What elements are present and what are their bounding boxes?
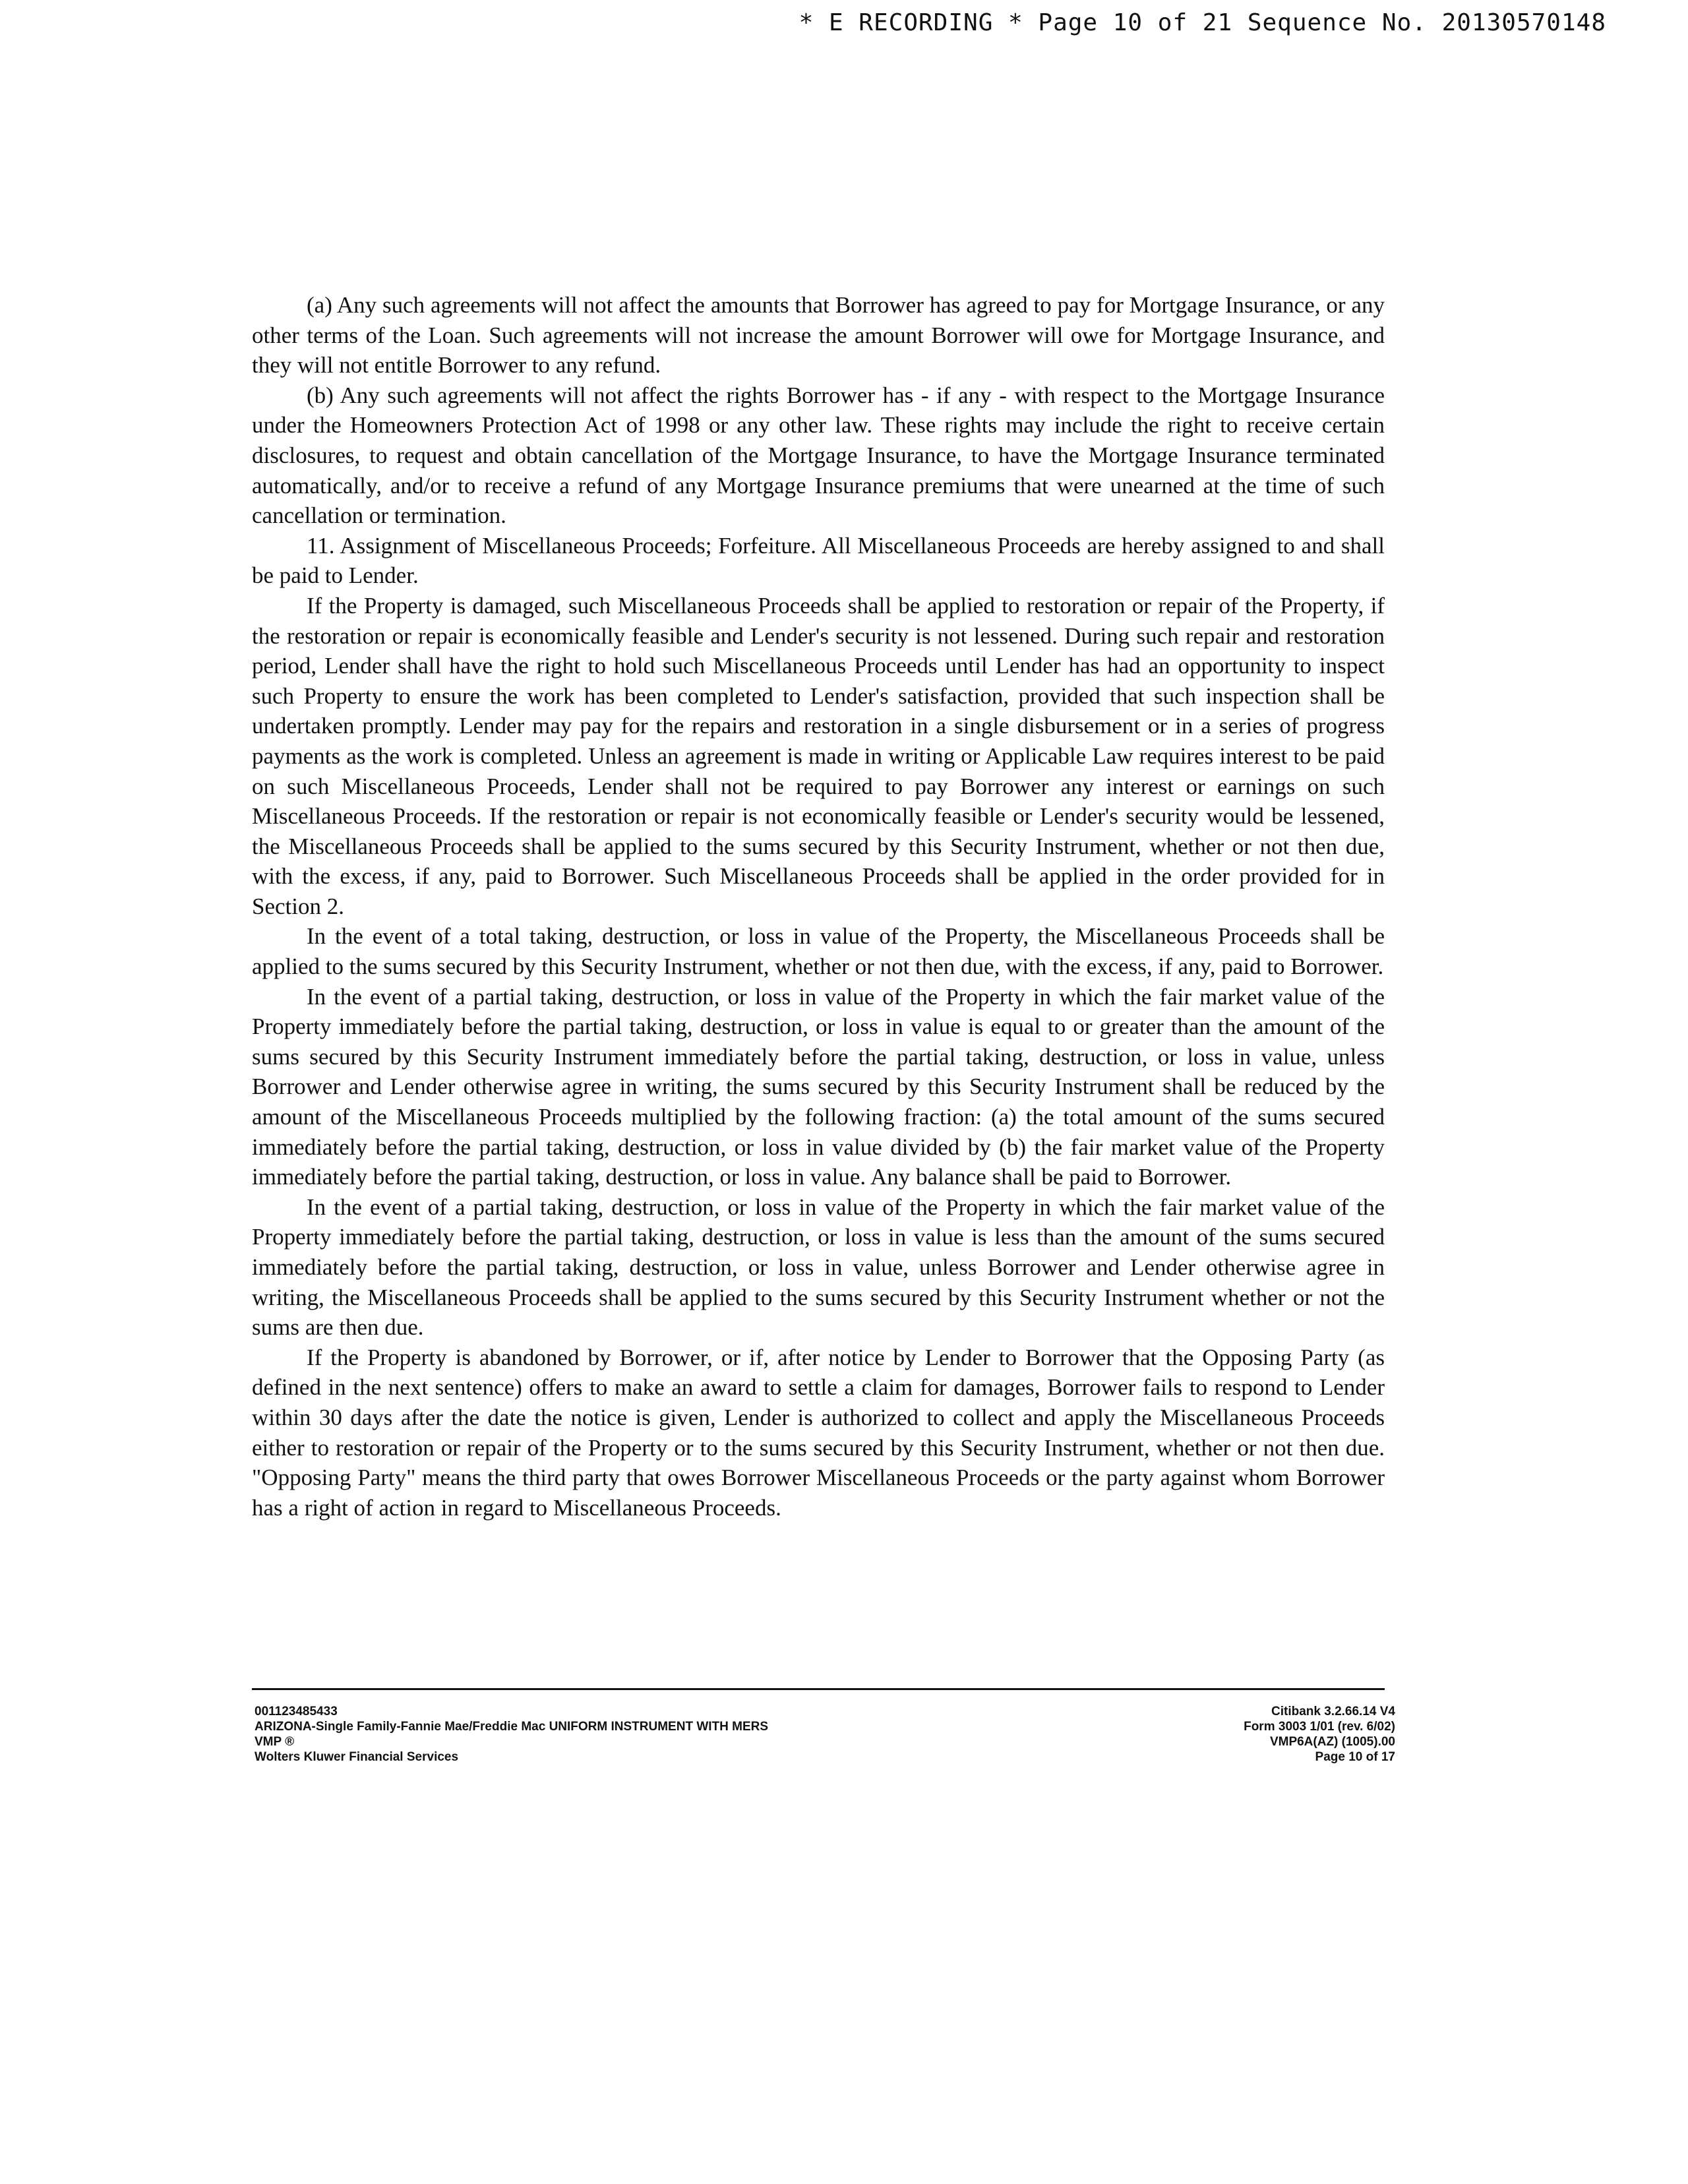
paragraph-partial-taking-less: In the event of a partial taking, destruction, or loss in value of the Property in which the fair market value of the Property immediately before the partial taking, destruction, or loss in value is less than the amount of the sums secured immediately before the partial taking, destruction, or loss in value, unless Borrower and Lender otherwise agree in writing, the Miscellaneous Proceeds shall be applied to the sums secured by this Security Instrument whether or not the sums are then due. bbox=[252, 1194, 1385, 1341]
loan-number: 001123485433 bbox=[255, 1705, 338, 1718]
recording-header: * E RECORDING * Page 10 of 21 Sequence No. 20130570148 bbox=[799, 9, 1606, 36]
form-description: ARIZONA-Single Family-Fannie Mae/Freddie Mac UNIFORM INSTRUMENT WITH MERS bbox=[255, 1720, 769, 1734]
footer-right-block bbox=[1244, 1704, 1395, 1765]
form-number: Form 3003 1/01 (rev. 6/02) bbox=[1244, 1720, 1395, 1734]
publisher: Wolters Kluwer Financial Services bbox=[255, 1750, 459, 1764]
lender-version: Citibank 3.2.66.14 V4 bbox=[1271, 1705, 1395, 1718]
paragraph-partial-taking-greater: In the event of a partial taking, destruction, or loss in value of the Property in which the fair market value of the Property immediately before the partial taking, destruction, or loss in value is equal to or greater than the amount of the sums secured by this Security Instrument immediately before the partial taking, destruction, or loss in value, unless Borrower and Lender otherwise agree in writing, the sums secured by this Security Instrument shall be reduced by the amount of the Miscellaneous Proceeds multiplied by the following fraction: (a) the total amount of the sums secured immediately before the partial taking, destruction, or loss in value divided by (b) the fair market value of the Property immediately before the partial taking, destruction, or loss in value. Any balance shall be paid to Borrower. bbox=[252, 983, 1385, 1190]
document-body bbox=[252, 290, 1385, 1523]
paragraph-property-damaged: If the Property is damaged, such Miscellaneous Proceeds shall be applied to restoration or repair of the Property, if the restoration or repair is economically feasible and Lender's security is not lessened. During such repair and restoration period, Lender shall have the right to hold such Miscellaneous Proceeds until Lender has had an opportunity to inspect such Property to ensure the work has been completed to Lender's satisfaction, provided that such inspection shall be undertaken promptly. Lender may pay for the repairs and restoration in a single disbursement or in a series of progress payments as the work is completed. Unless an agreement is made in writing or Applicable Law requires interest to be paid on such Miscellaneous Proceeds, Lender shall not be required to pay Borrower any interest or earnings on such Miscellaneous Proceeds. If the restoration or repair is not economically feasible or Lender's security would be lessened, the Miscellaneous Proceeds shall be applied to the sums secured by this Security Instrument, whether or not then due, with the excess, if any, paid to Borrower. Such Miscellaneous Proceeds shall be applied in the order provided for in Section 2. bbox=[252, 592, 1385, 919]
page-number: Page 10 of 17 bbox=[1315, 1750, 1395, 1764]
section-11-heading-paragraph: 11. Assignment of Miscellaneous Proceeds; Forfeiture. All Miscellaneous Proceeds are hereby assigned to and shall be paid to Lender. bbox=[252, 532, 1385, 589]
vmp-mark: VMP ® bbox=[255, 1735, 295, 1749]
paragraph-total-taking: In the event of a total taking, destruction, or loss in value of the Property, the Miscellaneous Proceeds shall be applied to the sums secured by this Security Instrument, whether or not then due, with the excess, if any, paid to Borrower. bbox=[252, 923, 1385, 980]
footer-divider bbox=[252, 1688, 1385, 1690]
footer-left-block bbox=[255, 1704, 768, 1765]
paragraph-b: (b) Any such agreements will not affect the rights Borrower has - if any - with respect to the Mortgage Insurance under the Homeowners Protection Act of 1998 or any other law. These rights may include the right to receive certain disclosures, to request and obtain cancellation of the Mortgage Insurance, to have the Mortgage Insurance terminated automatically, and/or to receive a refund of any Mortgage Insurance premiums that were unearned at the time of such cancellation or termination. bbox=[252, 382, 1385, 529]
paragraph-property-abandoned: If the Property is abandoned by Borrower, or if, after notice by Lender to Borrower that the Opposing Party (as defined in the next sentence) offers to make an award to settle a claim for damages, Borrower fails to respond to Lender within 30 days after the date the notice is given, Lender is authorized to collect and apply the Miscellaneous Proceeds either to restoration or repair of the Property or to the sums secured by this Security Instrument, whether or not then due. "Opposing Party" means the third party that owes Borrower Miscellaneous Proceeds or the party against whom Borrower has a right of action in regard to Miscellaneous Proceeds. bbox=[252, 1344, 1385, 1521]
vmp-code: VMP6A(AZ) (1005).00 bbox=[1269, 1735, 1395, 1749]
paragraph-a: (a) Any such agreements will not affect the amounts that Borrower has agreed to pay for Mortgage Insurance, or any other terms of the Loan. Such agreements will not increase the amount Borrower will owe for Mortgage Insurance, and they will not entitle Borrower to any refund. bbox=[252, 292, 1385, 379]
